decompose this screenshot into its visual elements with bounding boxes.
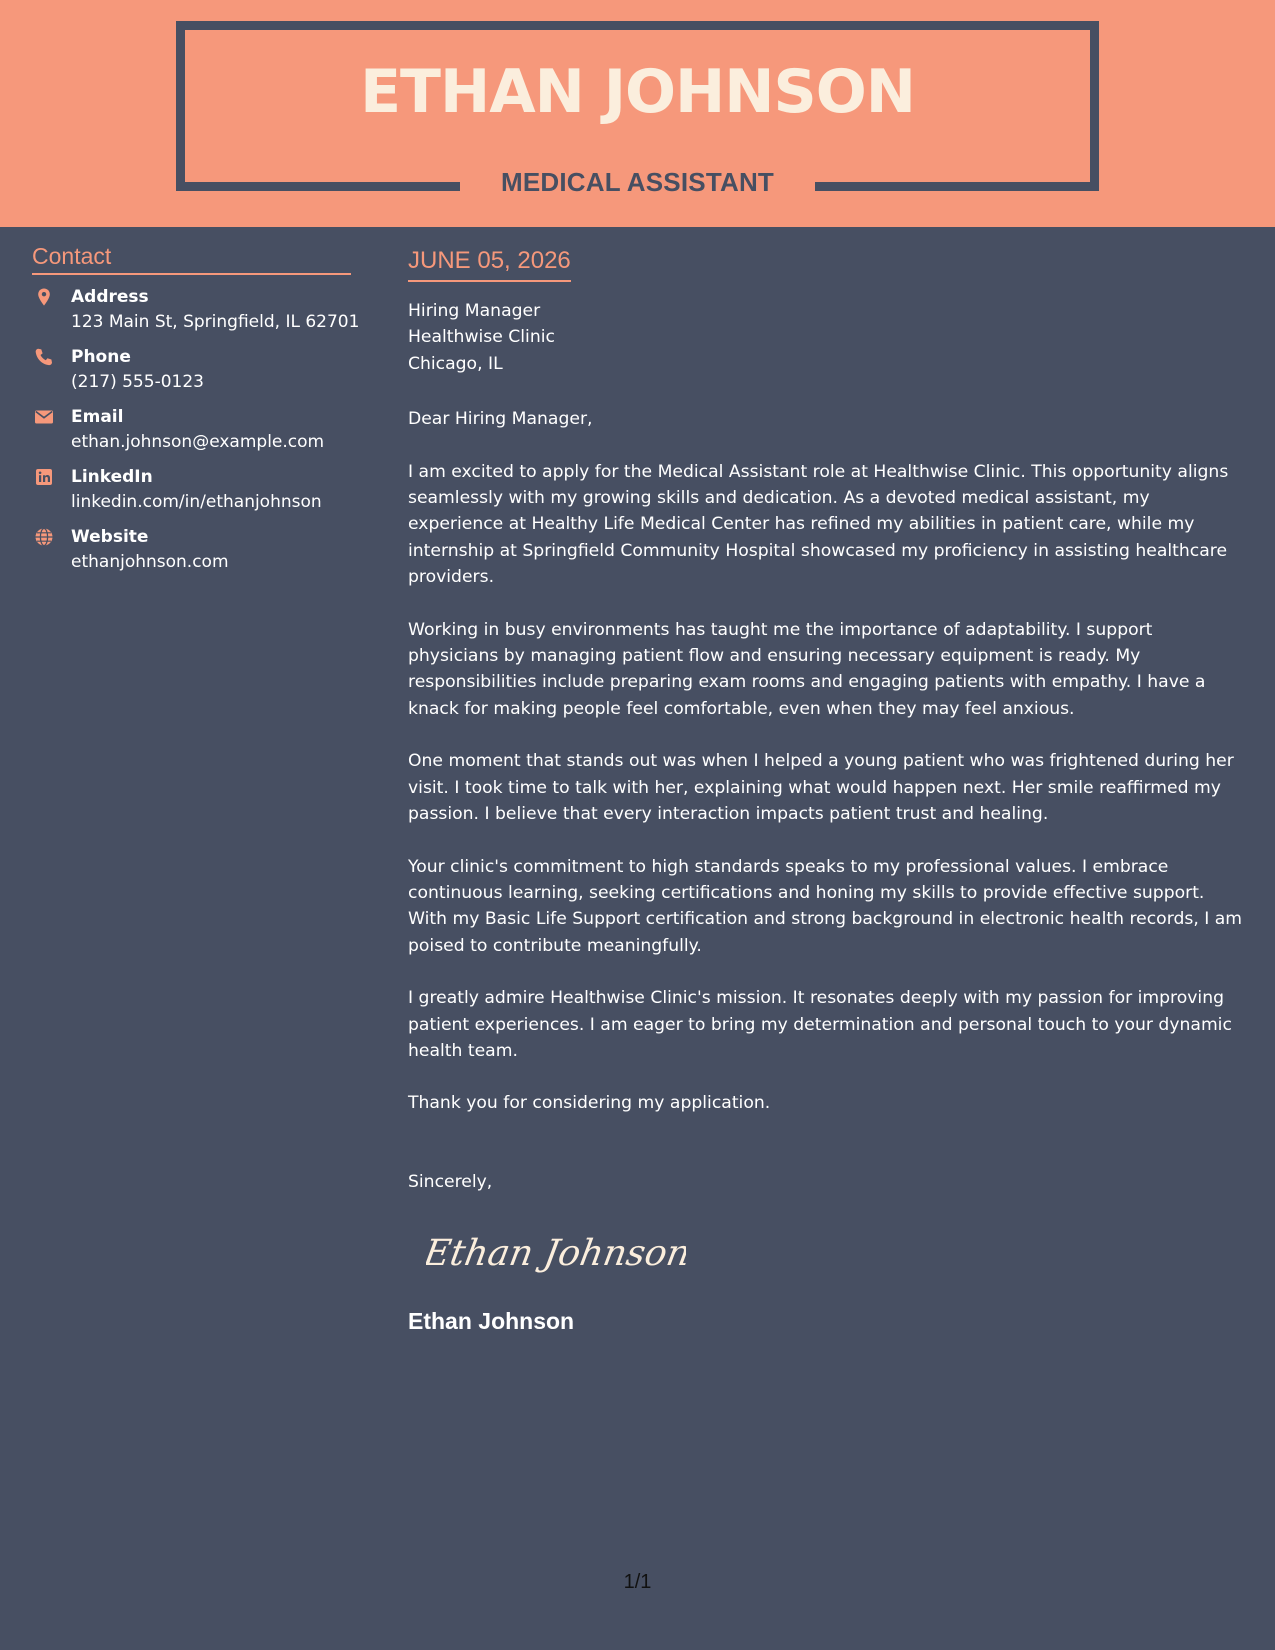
contact-item-address bbox=[32, 285, 360, 335]
recipient-line: Chicago, IL bbox=[408, 353, 503, 374]
linkedin-icon bbox=[34, 467, 54, 487]
contact-item-linkedin bbox=[32, 465, 351, 515]
letter-paragraph: One moment that stands out was when I helped a young patient who was frightened during her visit. I took time to talk with her, explaining what would happen next. Her smile reaffirmed my passion. I believe that every interaction impacts patient trust and healing. bbox=[408, 751, 1234, 825]
salutation: Dear Hiring Manager, bbox=[408, 409, 593, 430]
letter-paragraph: Your clinic's commitment to high standards speaks to my professional values. I embrace continuous learning, seeking certifications and honing my skills to provide effective support. With my Basic Life Support certification and strong background in electronic health records, I am poised to contribute meaningfully. bbox=[408, 856, 1243, 956]
page-number: 1/1 bbox=[623, 1571, 652, 1593]
contact-item-phone bbox=[32, 345, 351, 395]
contact-label: Website bbox=[71, 527, 149, 547]
contact-label: Phone bbox=[71, 347, 131, 367]
contact-value: linkedin.com/in/ethanjohnson bbox=[71, 492, 322, 512]
handwritten-signature bbox=[426, 1221, 686, 1285]
letter-paragraph: I am excited to apply for the Medical Assistant role at Healthwise Clinic. This opportunity aligns seamlessly with my growing skills and dedication. As a devoted medical assistant, my experience at Healthy Life Medical Center has refined my abilities in patient care, while my internship at Springfield Community Hospital showcased my proficiency in assisting healthcare providers. bbox=[408, 461, 1229, 588]
signature-text: Ethan Johnson bbox=[426, 1231, 686, 1275]
contact-item-website bbox=[32, 525, 351, 575]
letter-date: JUNE 05, 2026 bbox=[408, 244, 571, 282]
contact-value: (217) 555-0123 bbox=[71, 372, 204, 392]
contact-item-email bbox=[32, 405, 351, 455]
contact-value: 123 Main St, Springfield, IL 62701 bbox=[71, 312, 360, 332]
contact-value: ethan.johnson@example.com bbox=[71, 432, 325, 452]
recipient-block bbox=[408, 298, 1248, 377]
letter-paragraph: Working in busy environments has taught me the importance of adaptability. I support physicians by managing patient flow and ensuring necessary equipment is ready. My responsibilities include preparing exam rooms and engaging patients with empathy. I have a knack for making people feel comfortable, even when they may feel anxious. bbox=[408, 619, 1206, 719]
contact-label: LinkedIn bbox=[71, 467, 153, 487]
candidate-name: ETHAN JOHNSON bbox=[360, 57, 915, 127]
letter-paragraph: I greatly admire Healthwise Clinic's mission. It resonates deeply with my passion for improving patient experiences. I am eager to bring my determination and personal touch to your dynamic health team. bbox=[408, 988, 1232, 1061]
phone-icon bbox=[34, 347, 54, 367]
recipient-line: Healthwise Clinic bbox=[408, 327, 555, 348]
header-banner bbox=[0, 0, 1275, 227]
recipient-line: Hiring Manager bbox=[408, 301, 541, 321]
role-wrap bbox=[460, 160, 815, 204]
closing: Sincerely, bbox=[408, 1171, 493, 1192]
job-title: MEDICAL ASSISTANT bbox=[500, 167, 775, 197]
contact-label: Email bbox=[71, 407, 124, 427]
letter-body bbox=[408, 244, 1248, 1336]
globe-icon bbox=[34, 527, 54, 547]
contact-value: ethanjohnson.com bbox=[71, 552, 229, 572]
contact-sidebar bbox=[32, 240, 360, 575]
signed-name: Ethan Johnson bbox=[408, 1307, 575, 1334]
contact-heading: Contact bbox=[32, 240, 351, 275]
map-pin-icon bbox=[34, 287, 54, 307]
letter-paragraph: Thank you for considering my application. bbox=[408, 1093, 771, 1114]
envelope-icon bbox=[34, 407, 54, 427]
contact-label: Address bbox=[71, 287, 149, 307]
